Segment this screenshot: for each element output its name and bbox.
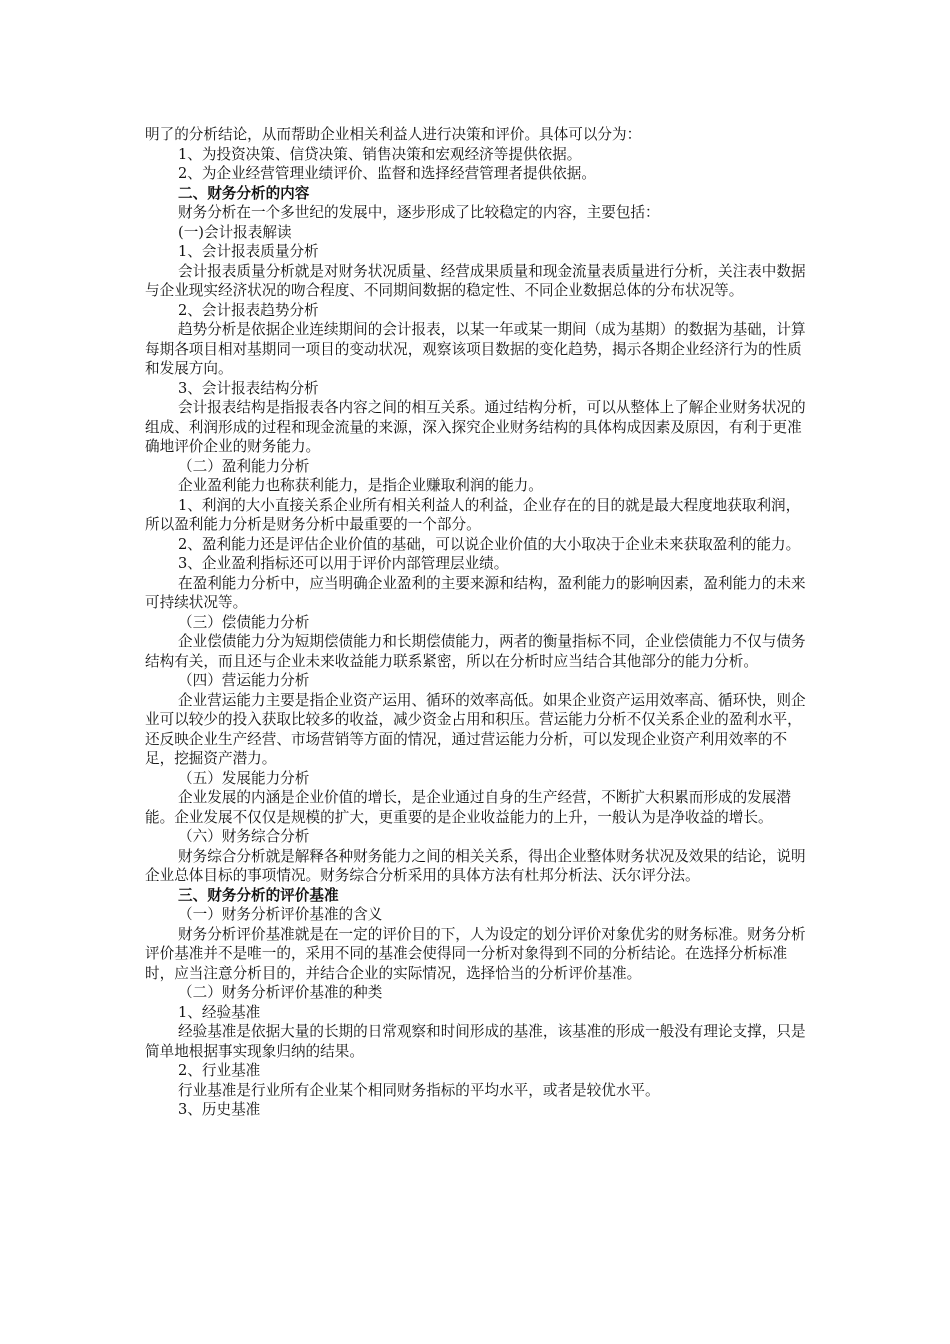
paragraph: （六）财务综合分析 bbox=[178, 828, 310, 845]
paragraph: （四）营运能力分析 bbox=[178, 672, 310, 689]
paragraph: 经验基准是依据大量的长期的日常观察和时间形成的基准，该基准的形成一般没有理论支撑，只是简单地根据事实现象归纳的结果。 bbox=[145, 1023, 806, 1060]
paragraph: 2、为企业经营管理业绩评价、监督和选择经营管理者提供依据。 bbox=[178, 165, 596, 182]
paragraph: 2、盈利能力还是评估企业价值的基础，可以说企业价值的大小取决于企业未来获取盈利的能力。 bbox=[178, 535, 801, 553]
paragraph: 2、行业基准 bbox=[178, 1062, 261, 1079]
paragraph: （二）财务分析评价基准的种类 bbox=[178, 984, 383, 1001]
paragraph: 1、为投资决策、信贷决策、销售决策和宏观经济等提供依据。 bbox=[178, 145, 582, 163]
paragraph: 3、历史基准 bbox=[178, 1101, 261, 1118]
paragraph: 3、企业盈利指标还可以用于评价内部管理层业绩。 bbox=[178, 555, 509, 572]
paragraph: 企业发展的内涵是企业价值的增长，是企业通过自身的生产经营，不断扩大积累而形成的发展潜能。企业发展不仅仅是规模的扩大，更重要的是企业收益能力的上升，一般认为是净收益的增长。 bbox=[145, 789, 791, 826]
paragraph: 1、经验基准 bbox=[178, 1003, 261, 1021]
paragraph: 1、利润的大小直接关系企业所有相关利益人的利益，企业存在的目的就是最大程度地获取利润，所以盈利能力分析是财务分析中最重要的一个部分。 bbox=[145, 496, 801, 533]
section-heading: 三、财务分析的评价基准 bbox=[178, 886, 339, 904]
paragraph: 会计报表质量分析就是对财务状况质量、经营成果质量和现金流量表质量进行分析，关注表中数据与企业现实经济状况的吻合程度、不同期间数据的稳定性、不同企业数据总体的分布状况等。 bbox=[145, 262, 806, 299]
paragraph: （五）发展能力分析 bbox=[178, 769, 310, 787]
paragraph: 明了的分析结论，从而帮助企业相关利益人进行决策和评价。具体可以分为： bbox=[145, 126, 642, 143]
paragraph: （三）偿债能力分析 bbox=[178, 613, 310, 631]
paragraph: 在盈利能力分析中，应当明确企业盈利的主要来源和结构，盈利能力的影响因素，盈利能力的未来可持续状况等。 bbox=[145, 574, 806, 611]
paragraph: 行业基准是行业所有企业某个相同财务指标的平均水平，或者是较优水平。 bbox=[178, 1081, 660, 1099]
document-body bbox=[145, 125, 810, 1120]
paragraph: 财务分析在一个多世纪的发展中，逐步形成了比较稳定的内容，主要包括： bbox=[178, 204, 660, 221]
paragraph: （二）盈利能力分析 bbox=[178, 457, 310, 475]
section-heading: 二、财务分析的内容 bbox=[178, 184, 310, 202]
paragraph: 财务分析评价基准就是在一定的评价目的下，人为设定的划分评价对象优劣的财务标准。财务分析评价基准并不是唯一的，采用不同的基准会使得同一分析对象得到不同的分析结论。在选择分析标准时，应当注意分析目的，并结合企业的实际情况，选择恰当的分析评价基准。 bbox=[145, 925, 806, 982]
paragraph: 趋势分析是依据企业连续期间的会计报表，以某一年或某一期间（成为基期）的数据为基础，计算每期各项目相对基期同一项目的变动状况，观察该项目数据的变化趋势，揭示各期企业经济行为的性质和发展方向。 bbox=[145, 321, 806, 377]
paragraph: 企业营运能力主要是指企业资产运用、循环的效率高低。如果企业资产运用效率高、循环快，则企业可以较少的投入获取比较多的收益，减少资金占用和积压。营运能力分析不仅关系企业的盈利水平，还反映企业生产经营、市场营销等方面的情况，通过营运能力分析，可以发现企业资产利用效率的不足，挖掘资产潜力。 bbox=[145, 691, 806, 767]
paragraph: 2、会计报表趋势分析 bbox=[178, 301, 319, 319]
paragraph: 企业偿债能力分为短期偿债能力和长期偿债能力，两者的衡量指标不同，企业偿债能力不仅与债务结构有关，而且还与企业未来收益能力联系紧密，所以在分析时应当结合其他部分的能力分析。 bbox=[145, 633, 806, 670]
paragraph: 3、会计报表结构分析 bbox=[178, 379, 319, 397]
paragraph: 财务综合分析就是解释各种财务能力之间的相关关系，得出企业整体财务状况及效果的结论，说明企业总体目标的事项情况。财务综合分析采用的具体方法有杜邦分析法、沃尔评分法。 bbox=[145, 847, 806, 884]
paragraph: 1、会计报表质量分析 bbox=[178, 243, 319, 260]
paragraph: (一)会计报表解读 bbox=[178, 223, 292, 241]
paragraph: （一）财务分析评价基准的含义 bbox=[178, 906, 383, 923]
paragraph: 企业盈利能力也称获利能力，是指企业赚取利润的能力。 bbox=[178, 477, 543, 494]
paragraph: 会计报表结构是指报表各内容之间的相互关系。通过结构分析，可以从整体上了解企业财务状况的组成、利润形成的过程和现金流量的来源，深入探究企业财务结构的具体构成因素及原因，有利于更准确地评价企业的财务能力。 bbox=[145, 399, 806, 455]
